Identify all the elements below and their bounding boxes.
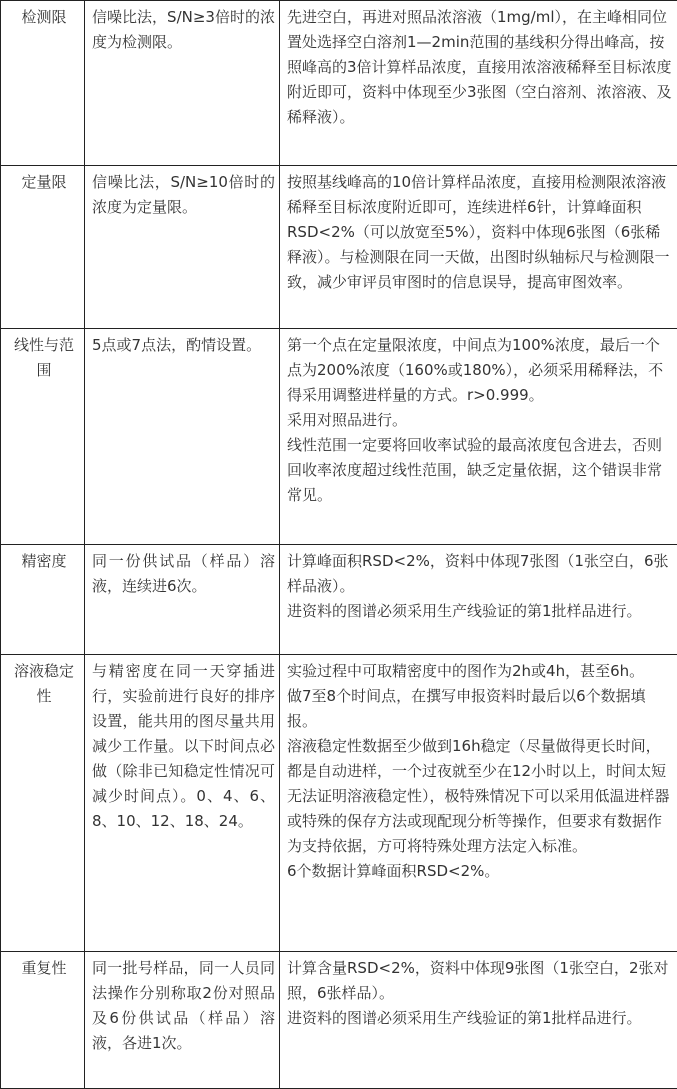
requirements-cell	[280, 1, 677, 166]
table-row-detection-limit	[1, 1, 677, 166]
table-row-repeatability	[1, 952, 677, 1089]
requirement-text: 第一个点在定量限浓度，中间点为100%浓度，最后一个点为200%浓度（160%或180%），必须采用稀释法，不得采用调整进样量的方式。r>0.999。	[287, 336, 664, 404]
method-cell: 与精密度在同一天穿插进行，实验前进行良好的排序设置，能共用的图尽量共用减少工作量。以下时间点必做（除非已知稳定性情况可减少时间点）。0、4、6、8、10、12、18、24。	[85, 655, 280, 952]
row-name-cell: 溶液稳定性	[1, 655, 85, 952]
table-row-solution-stability	[1, 655, 677, 952]
requirements-cell	[280, 952, 677, 1089]
row-name-cell: 定量限	[1, 166, 85, 329]
method-cell: 5点或7点法，酌情设置。	[85, 329, 280, 545]
method-cell: 同一批号样品，同一人员同法操作分别称取2份对照品及6份供试品（样品）溶液，各进1次。	[85, 952, 280, 1089]
requirement-text: 做7至8个时间点，在撰写申报资料时最后以6个数据填报。	[287, 687, 646, 730]
requirement-text: 采用对照品进行。	[287, 411, 408, 429]
table-row-linearity-range	[1, 329, 677, 545]
requirements-cell	[280, 166, 677, 329]
requirement-text: 实验过程中可取精密度中的图作为2h或4h，甚至6h。	[287, 662, 645, 680]
method-cell: 同一份供试品（样品）溶液，连续进6次。	[85, 545, 280, 655]
table-row-precision	[1, 545, 677, 655]
requirement-text: 6个数据计算峰面积RSD<2%。	[287, 862, 500, 880]
row-name-cell: 重复性	[1, 952, 85, 1089]
method-cell: 信噪比法，S/N≥10倍时的浓度为定量限。	[85, 166, 280, 329]
requirement-text: 进资料的图谱必须采用生产线验证的第1批样品进行。	[287, 602, 642, 620]
requirement-text: 按照基线峰高的10倍计算样品浓度，直接用检测限浓溶液稀释至目标浓度附近即可，连续进样6针，计算峰面积RSD<2%（可以放宽至5%），资料中体现6张图（6张稀释液）。与检测限在同一天做，出图时纵轴标尺与检测限一致，减少审评员审图时的信息误导，提高审图效率。	[287, 173, 670, 291]
table-row-quantitation-limit	[1, 166, 677, 329]
requirement-text: 计算峰面积RSD<2%，资料中体现7张图（1张空白，6张样品液）。	[287, 552, 669, 595]
requirement-text: 先进空白，再进对照品浓溶液（1mg/ml），在主峰相同位置处选择空白溶剂1—2min范围的基线积分得出峰高，按照峰高的3倍计算样品浓度，直接用浓溶液稀释至目标浓度附近即可，资料中体现至少3张图（空白溶剂、浓溶液、及稀释液）。	[287, 8, 672, 126]
requirements-cell	[280, 655, 677, 952]
requirement-text: 进资料的图谱必须采用生产线验证的第1批样品进行。	[287, 1009, 642, 1027]
method-cell: 信噪比法，S/N≥3倍时的浓度为检测限。	[85, 1, 280, 166]
row-name-cell: 精密度	[1, 545, 85, 655]
requirement-text: 溶液稳定性数据至少做到16h稳定（尽量做得更长时间，都是自动进样，一个过夜就至少在12小时以上，时间太短无法证明溶液稳定性），极特殊情况下可以采用低温进样器或特殊的保存方法或现配现分析等操作，但要求有数据作为支持依据，方可将特殊处理方法定入标准。	[287, 737, 670, 855]
requirement-text: 线性范围一定要将回收率试验的最高浓度包含进去，否则回收率浓度超过线性范围，缺乏定量依据，这个错误非常常见。	[287, 436, 663, 504]
row-name-cell: 检测限	[1, 1, 85, 166]
requirements-cell	[280, 545, 677, 655]
requirement-text: 计算含量RSD<2%，资料中体现9张图（1张空白，2张对照，6张样品）。	[287, 959, 669, 1002]
requirements-cell	[280, 329, 677, 545]
row-name-cell: 线性与范围	[1, 329, 85, 545]
